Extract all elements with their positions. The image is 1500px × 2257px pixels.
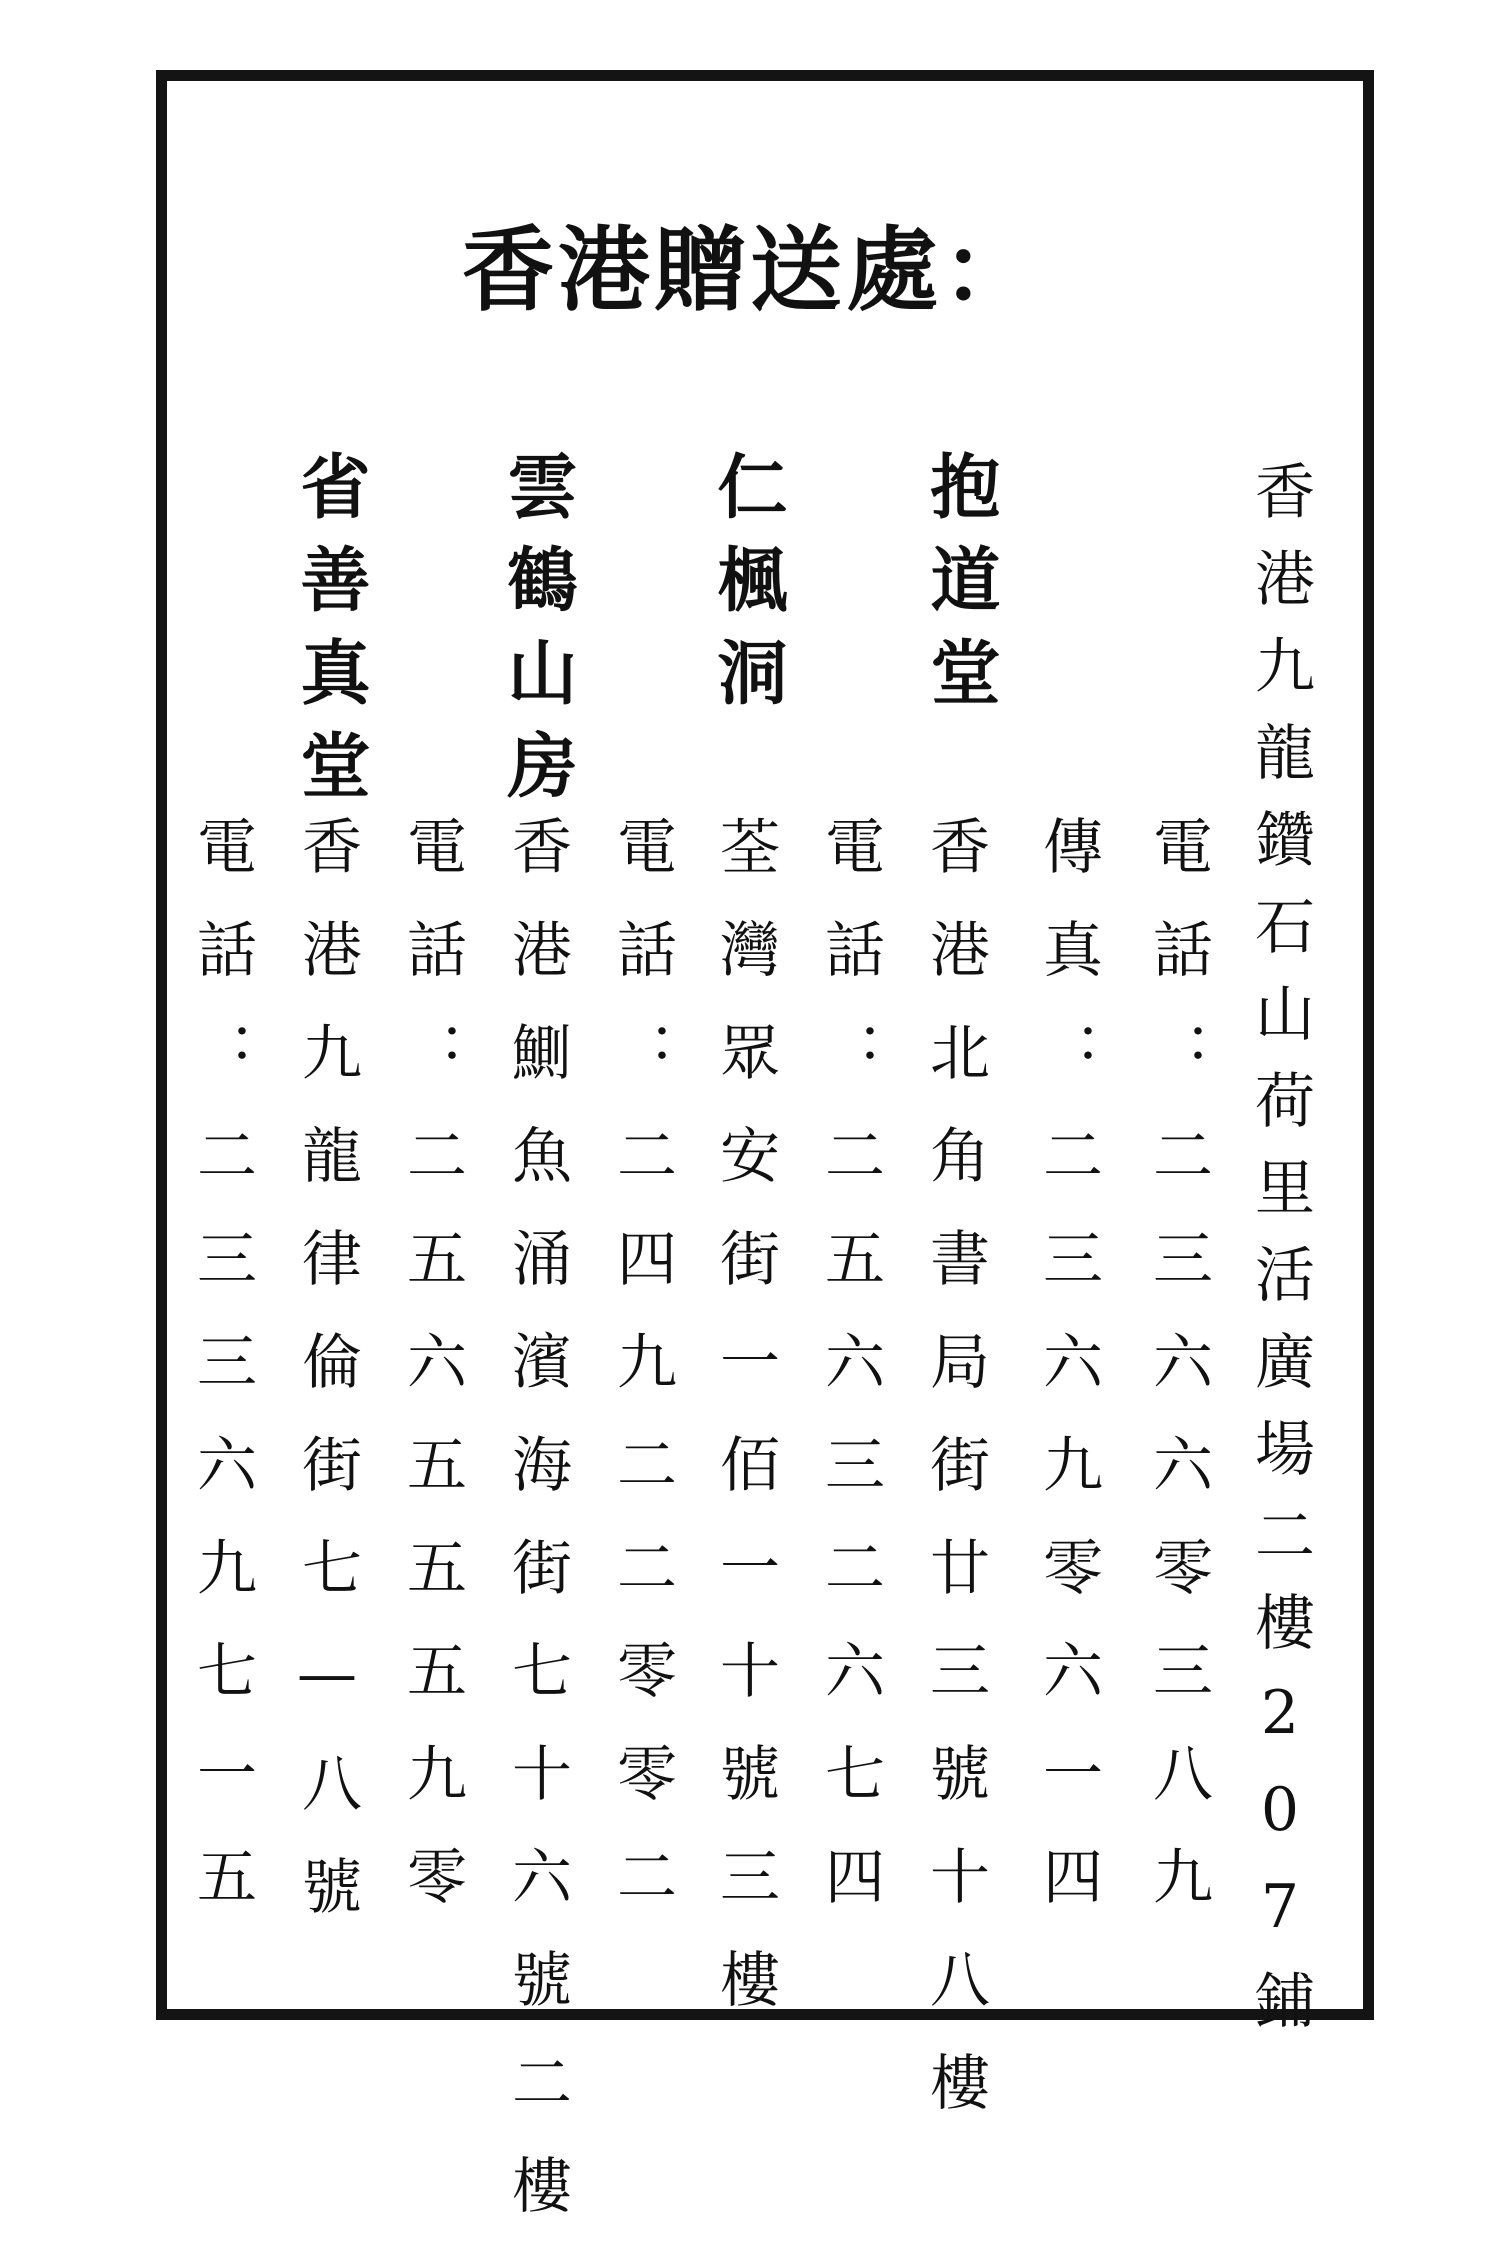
entry-1-phone: 電話：二三六六零三八九 <box>1143 815 1213 1948</box>
entry-4-name: 雲鶴山房 <box>496 450 579 822</box>
entry-1-address: 香港九龍鑽石山荷里活廣場二樓207鋪 <box>1245 460 1315 2056</box>
entry-3-address: 荃灣眾安街一佰一十號三樓 <box>710 815 780 2051</box>
entry-3-phone: 電話：二四九二二零零二 <box>607 815 677 1948</box>
entry-5-name: 省善真堂 <box>289 450 372 822</box>
entry-1-fax: 傳真：二三六九零六一四 <box>1033 815 1103 1948</box>
entry-2-phone: 電話：二五六三二六七四 <box>815 815 885 1948</box>
entry-4-phone: 電話：二五六五五五九零 <box>397 815 467 1948</box>
entry-4-address: 香港鰂魚涌濱海街七十六號二樓 <box>502 815 572 2257</box>
entry-5-address: 香港九龍律倫街七—八號 <box>292 815 362 1958</box>
entry-3-name: 仁楓洞 <box>706 450 789 729</box>
entry-2-address: 香港北角書局街廿三號十八樓 <box>920 815 990 2154</box>
page-title: 香港贈送處： <box>461 217 1038 324</box>
entry-2-name: 抱道堂 <box>919 450 1002 729</box>
entry-5-phone: 電話：二三三六九七一五 <box>187 815 257 1948</box>
